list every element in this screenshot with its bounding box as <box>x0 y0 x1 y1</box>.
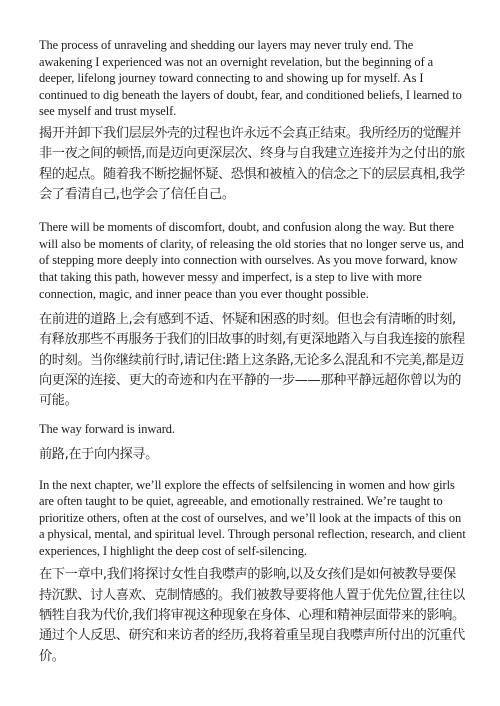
paragraph-english-3: The way forward is inward. <box>39 421 175 436</box>
document-page <box>39 37 466 667</box>
paragraph-chinese-2: 在前进的道路上,会有感到不适、怀疑和困惑的时刻。但也会有清晰的时刻,有释放那些不再服务于我们的旧故事的时刻,有更深地踏入与自我连接的旅程的时刻。当你继续前行时,请记住:踏上这条路,无论多么混乱和不完美,都是迈向更深的连接、更大的奇迹和内在平静的一步——那种平静远超你曾以为的可能。 <box>39 312 465 409</box>
paragraph-chinese-1: 揭开并卸下我们层层外壳的过程也许永远不会真正结束。我所经历的觉醒并非一夜之间的顿悟,而是迈向更深层次、终身与自我建立连接并为之付出的旅程的起点。随着我不断挖掘怀疑、恐惧和被植入的信念之下的层层真相,我学会了看清自己,也学会了信任自己。 <box>39 125 465 202</box>
paragraph-english-4: In the next chapter, we’ll explore the effects of selfsilencing in women and how girls are often taught to be quiet, agreeable, and emotionally restrained. We’re taught to prioritize others, often at the cost of ourselves, and we’ll look at the impacts of this on a physical, mental, and spiritual level. Through personal reflection, research, and client experiences, I highlight the deep cost of self-silencing. <box>39 477 466 558</box>
paragraph-english-2: There will be moments of discomfort, doubt, and confusion along the way. But there will also be moments of clarity, of releasing the old stories that no longer serve us, and of stepping more deeply into connection with ourselves. As you move forward, know that taking this path, however messy and imperfect, is a step to live with more connection, magic, and inner peace than you ever thought possible. <box>39 220 464 301</box>
paragraph-chinese-4: 在下一章中,我们将探讨女性自我噤声的影响,以及女孩们是如何被教导要保持沉默、讨人喜欢、克制情感的。我们被教导要将他人置于优先位置,往往以牺牲自我为代价,我们将审视这种现象在身体、心理和精神层面带来的影响。通过个人反思、研究和来访者的经历,我将着重呈现自我噤声所付出的沉重代价。 <box>39 567 465 664</box>
paragraph-english-1: The process of unraveling and shedding our layers may never truly end. The awakening I experienced was not an overnight revelation, but the beginning of a deeper, lifelong journey toward connecting to and showing up for myself. As I continued to dig beneath the layers of doubt, fear, and conditioned beliefs, I learned to see myself and trust myself. <box>39 38 462 119</box>
paragraph-chinese-3: 前路,在于向内探寻。 <box>39 447 158 463</box>
